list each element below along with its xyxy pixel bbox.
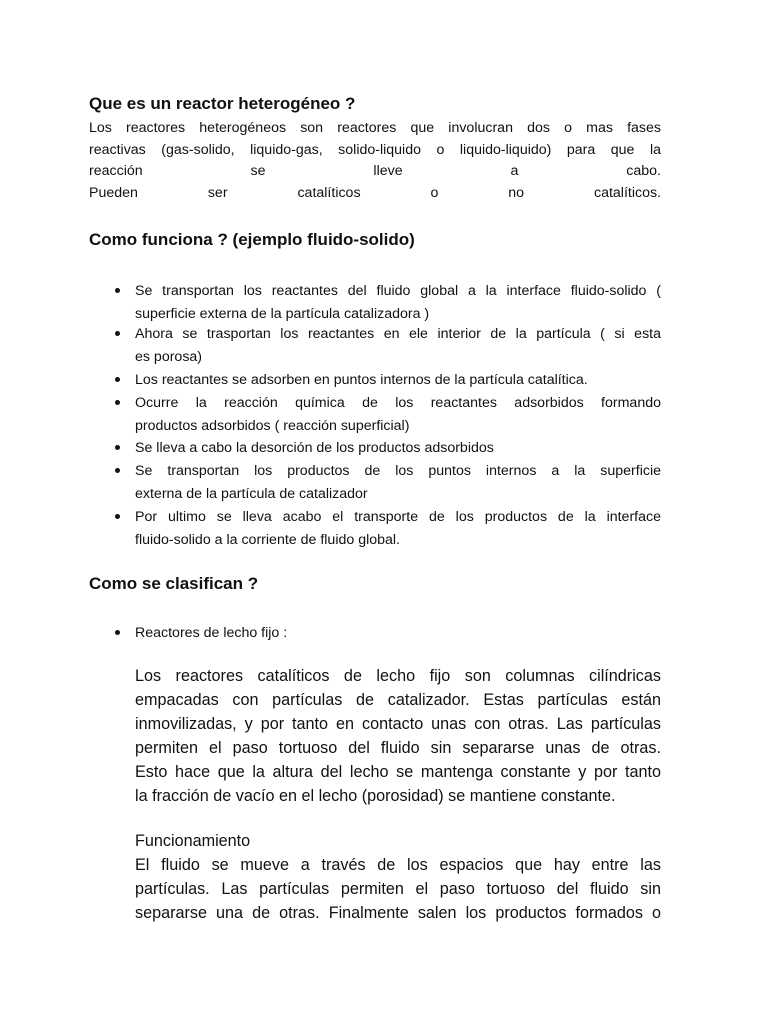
bullet-icon: [115, 288, 120, 293]
text-line: Ocurre la reacción química de los reactantes adsorbidos formando: [135, 395, 661, 411]
text-line: Por ultimo se lleva acabo el transporte de los productos de la interface: [135, 509, 661, 525]
funcionamiento-paragraph: [135, 853, 661, 925]
lecho-fijo-paragraph: [135, 664, 661, 808]
text-line: Los reactores catalíticos de lecho fijo son columnas cilíndricas: [135, 667, 661, 685]
bullet-icon: [115, 468, 120, 473]
text-line: separarse una de otras. Finalmente salen los productos formados o: [135, 904, 661, 922]
bullet-icon: [115, 630, 120, 635]
bullet-icon: [115, 377, 120, 382]
text-line: Los reactores heterogéneos son reactores que involucran dos o mas fases: [89, 120, 661, 136]
bullet-icon: [115, 400, 120, 405]
text-line: Pueden ser catalíticos o no catalíticos.: [89, 184, 661, 201]
bullet-icon: [115, 445, 120, 450]
text-line: Los reactantes se adsorben en puntos internos de la partícula catalítica.: [135, 372, 588, 388]
text-line: permiten el paso tortuoso del fluido sin separarse unas de otras.: [135, 739, 661, 757]
text-line: empacadas con partículas de catalizador. Estas partículas están: [135, 691, 661, 709]
text-line: Esto hace que la altura del lecho se mantenga constante y por tanto: [135, 763, 661, 781]
heading-reactor-heterogeneo: Que es un reactor heterogéneo ?: [89, 94, 356, 113]
text-line: la fracción de vacío en el lecho (porosidad) se mantiene constante.: [135, 787, 616, 805]
heading-como-se-clasifican: Como se clasifican ?: [89, 574, 259, 593]
text-line: Se lleva a cabo la desorción de los productos adsorbidos: [135, 440, 494, 456]
intro-paragraph: [89, 118, 661, 204]
text-line: partículas. Las partículas permiten el paso tortuoso del fluido sin: [135, 880, 661, 898]
text-line: productos adsorbidos ( reacción superficial): [135, 418, 410, 434]
funcionamiento-subheading: Funcionamiento: [135, 832, 251, 850]
text-line: fluido-solido a la corriente de fluido global.: [135, 532, 400, 548]
bullet-icon: [115, 331, 120, 336]
text-line: reactivas (gas-solido, liquido-gas, solido-liquido o liquido-liquido) para que la: [89, 141, 661, 158]
text-line: inmovilizadas, y por tanto en contacto unas con otras. Las partículas: [135, 715, 661, 733]
bullet-icon: [115, 514, 120, 519]
text-line: Ahora se trasportan los reactantes en ele interior de la partícula ( si esta: [135, 326, 661, 342]
text-line: superficie externa de la partícula catalizadora ): [135, 306, 430, 322]
text-line: Se transportan los reactantes del fluido global a la interface fluido-solido (: [135, 283, 661, 299]
text-line: Reactores de lecho fijo :: [135, 625, 288, 641]
text-line: El fluido se mueve a través de los espacios que hay entre las: [135, 856, 661, 874]
heading-como-funciona: Como funciona ? (ejemplo fluido-solido): [89, 230, 415, 249]
text-line: Se transportan los productos de los puntos internos a la superficie: [135, 463, 661, 479]
text-line: es porosa): [135, 349, 203, 365]
text-line: reacción se lleve a cabo.: [89, 163, 661, 179]
text-line: externa de la partícula de catalizador: [135, 486, 368, 502]
